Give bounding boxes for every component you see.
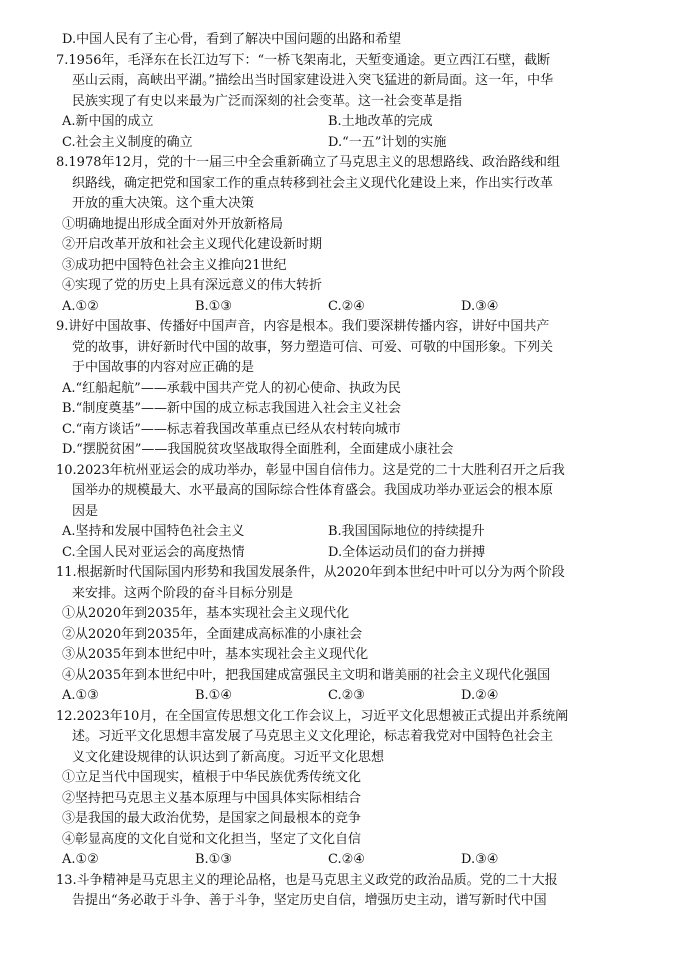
answer-option[interactable]: A.①② (62, 298, 99, 314)
statement-item: ②开启改革开放和社会主义现代化建设新时期 (62, 237, 323, 252)
answer-option[interactable]: B.①③ (195, 852, 232, 867)
answer-option[interactable]: C.②③ (328, 688, 365, 703)
statement-item: ①从2020年到2035年，基本实现社会主义现代化 (62, 606, 350, 621)
statement-item: ②从2020年到2035年，全面建成高标准的小康社会 (62, 626, 363, 642)
statement-item: ④实现了党的历史上具有深远意义的伟大转折 (62, 278, 323, 293)
answer-option[interactable]: A.①③ (62, 688, 99, 703)
answer-option[interactable]: B.土地改革的完成 (328, 114, 433, 129)
statement-item: ①立足当代中国现实，植根于中华民族优秀传统文化 (62, 770, 362, 785)
statement-item: ③从2035年到本世纪中叶，基本实现社会主义现代化 (62, 647, 369, 662)
answer-option[interactable]: C.“南方谈话”——标志着我国改革重点已经从农村转向城市 (62, 421, 401, 437)
question-block (56, 563, 648, 707)
question-block (56, 871, 648, 912)
answer-options-row (62, 297, 648, 318)
answer-option[interactable]: D.“摆脱贫困”——我国脱贫攻坚战取得全面胜利，全面建成小康社会 (62, 442, 454, 457)
answer-option[interactable]: A.①② (62, 852, 99, 867)
question-block (56, 707, 648, 871)
question-stem-continued: 告提出“务必敢于斗争、善于斗争，坚定历史自信，增强历史主动，谱写新时代中国 (72, 893, 547, 908)
question-block (56, 51, 648, 154)
question-block (56, 153, 648, 317)
answer-option[interactable]: A.新中国的成立 (62, 114, 154, 129)
answer-options-row (62, 133, 648, 154)
answer-option[interactable]: D.②④ (461, 688, 499, 703)
question-block (56, 317, 648, 461)
question-stem-continued: 巫山云雨，高峡出平湖。”描绘出当时国家建设进入突飞猛进的新局面。这一年，中华 (72, 73, 554, 88)
question-block (56, 461, 648, 564)
question-stem: 13.斗争精神是马克思主义的理论品格，也是马克思主义政党的政治品质。党的二十大报 (56, 872, 558, 888)
answer-option[interactable]: B.①③ (195, 298, 232, 314)
statement-item: ③是我国的最大政治优势，是国家之间最根本的竞争 (62, 811, 362, 826)
question-stem-continued: 国举办的规模最大、水平最高的国际综合性体育盛会。我国成功举办亚运会的根本原 (72, 483, 554, 498)
previous-question-option-d: D.中国人民有了主心骨，看到了解决中国问题的出路和希望 (62, 32, 402, 47)
question-stem: 8.1978年12月，党的十一届三中全会重新确立了马克思主义的思想路线、政治路线和组 (56, 155, 561, 170)
question-list (56, 51, 648, 912)
question-stem: 7.1956年，毛泽东在长江边写下：“一桥飞架南北，天堑变通途。更立西江石壁，截断 (56, 52, 551, 68)
statement-item: ②坚持把马克思主义基本原理与中国具体实际相结合 (62, 790, 362, 806)
answer-option[interactable]: D.③④ (461, 852, 499, 867)
answer-options-row (62, 522, 648, 543)
answer-option[interactable]: D.③④ (461, 298, 499, 314)
answer-options-row (62, 686, 648, 707)
statement-item: ①明确地提出形成全面对外开放新格局 (62, 216, 284, 232)
answer-option[interactable]: D.全体运动员们的奋力拼搏 (328, 544, 486, 560)
answer-option[interactable]: C.社会主义制度的确立 (62, 134, 193, 150)
question-stem-continued: 开放的重大决策。这个重大决策 (72, 196, 255, 211)
question-stem-continued: 织路线，确定把党和国家工作的重点转移到社会主义现代化建设上来，作出实行改革 (72, 175, 554, 191)
answer-option[interactable]: C.②④ (328, 852, 365, 867)
answer-option[interactable]: B.我国国际地位的持续提升 (328, 524, 485, 539)
statement-item: ④彰显高度的文化自觉和文化担当，坚定了文化自信 (62, 831, 362, 847)
answer-option[interactable]: B.①④ (195, 688, 232, 703)
statement-item: ③成功把中国特色社会主义推向21世纪 (62, 257, 287, 273)
answer-option[interactable]: B.“制度奠基”——新中国的成立标志我国进入社会主义社会 (62, 401, 401, 416)
question-stem: 12.2023年10月，在全国宣传思想文化工作会议上，习近平文化思想被正式提出并系统阐 (56, 708, 569, 724)
statement-item: ④从2035年到本世纪中叶，把我国建成富强民主文明和谐美丽的社会主义现代化强国 (62, 667, 551, 683)
question-stem-continued: 来安排。这两个阶段的奋斗目标分别是 (72, 585, 294, 601)
answer-option[interactable]: D.“一五”计划的实施 (328, 134, 447, 150)
question-stem: 10.2023年杭州亚运会的成功举办，彰显中国自信伟力。这是党的二十大胜利召开之后我 (56, 462, 565, 478)
question-stem-continued: 于中国故事的内容对应正确的是 (72, 360, 255, 375)
question-stem-continued: 因是 (72, 503, 99, 519)
answer-options-row (62, 112, 648, 133)
question-stem-continued: 民族实现了有史以来最为广泛而深刻的社会变革。这一社会变革是指 (72, 93, 463, 109)
answer-option[interactable]: C.全国人民对亚运会的高度热情 (62, 544, 245, 560)
answer-option[interactable]: A.“红船起航”——承载中国共产党人的初心使命、执政为民 (62, 380, 401, 396)
answer-option[interactable]: C.②④ (328, 298, 365, 314)
question-stem: 9.讲好中国故事、传播好中国声音，内容是根本。我们要深耕传播内容，讲好中国共产 (56, 319, 550, 334)
question-stem-continued: 述。习近平文化思想丰富发展了马克思主义文化理论，标志着我党对中国特色社会主 (72, 729, 554, 744)
answer-option[interactable]: A.坚持和发展中国特色社会主义 (62, 524, 245, 539)
answer-options-row (62, 543, 648, 564)
question-stem-continued: 义文化建设规律的认识达到了新高度。习近平文化思想 (72, 749, 385, 765)
question-stem: 11.根据新时代国际国内形势和我国发展条件，从2020年到本世纪中叶可以分为两个阶段 (56, 565, 565, 580)
question-stem-continued: 党的故事，讲好新时代中国的故事，努力塑造可信、可爱、可敬的中国形象。下列关 (72, 339, 554, 355)
answer-options-row (62, 850, 648, 871)
